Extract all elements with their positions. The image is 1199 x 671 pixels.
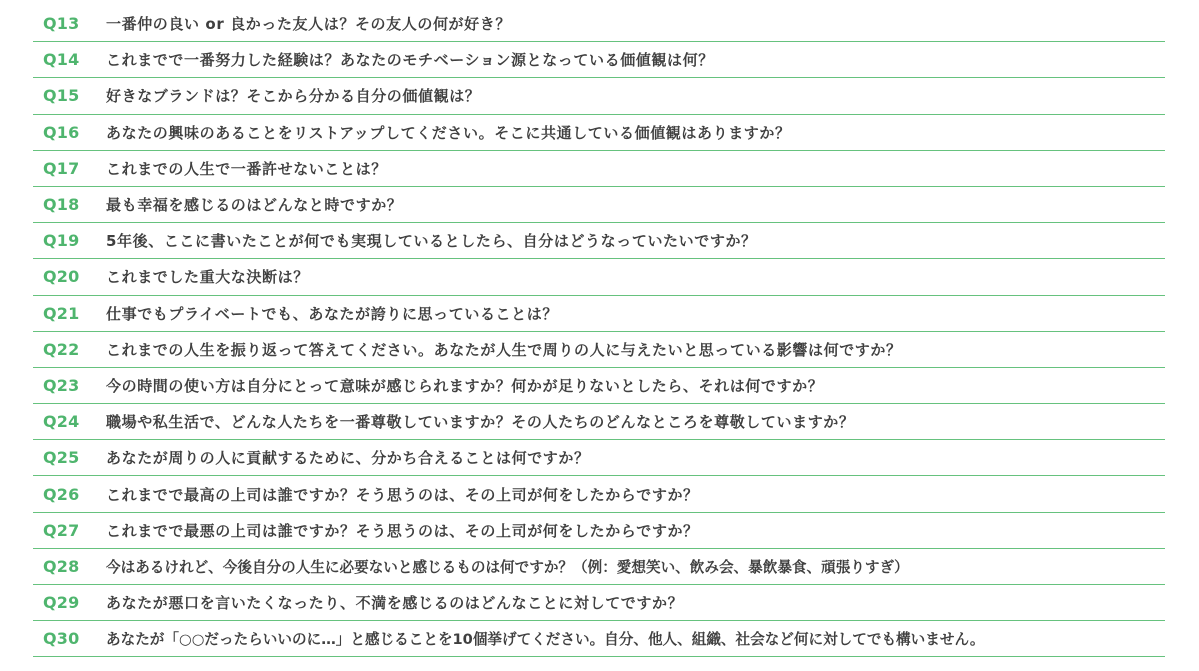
question-number: Q21 [43,303,80,323]
question-text: 今はあるけれど、今後自分の人生に必要ないと感じるものは何ですか？（例：愛想笑い、飲み会、暴飲暴食、頑張りすぎ） [106,558,909,576]
question-text: 最も幸福を感じるのはどんなと時ですか？ [106,196,403,215]
question-text: あなたが「○○だったらいいのに…」と感じることを10個挙げてください。自分、他人、組織、社会など何に対してでも構いません。 [106,631,985,649]
question-text: これまでした重大な決断は？ [106,268,309,287]
question-text: あなたの興味のあることをリストアップしてください。そこに共通している価値観はありますか？ [106,123,791,142]
question-row-q14 [33,42,1165,78]
question-number: Q18 [43,195,80,215]
question-number: Q25 [43,448,80,468]
question-row-q21 [33,296,1165,332]
question-row-q24 [33,404,1165,440]
question-number: Q26 [43,484,80,504]
question-number: Q29 [43,593,80,613]
question-text: 仕事でもプライベートでも、あなたが誇りに思っていることは？ [106,304,558,323]
question-row-q25 [33,440,1165,476]
question-row-q15 [33,78,1165,114]
question-number: Q17 [43,158,80,178]
question-row-q16 [33,115,1165,151]
question-row-q26 [33,476,1165,512]
question-list [33,6,1165,657]
question-number: Q19 [43,231,80,251]
question-text: 好きなブランドは？そこから分かる自分の価値観は？ [106,87,481,106]
question-number: Q13 [43,14,80,34]
question-text: 一番仲の良い or 良かった友人は？その友人の何が好き？ [106,15,511,34]
question-number: Q30 [43,629,80,649]
question-row-q27 [33,513,1165,549]
question-row-q18 [33,187,1165,223]
question-text: これまでで最高の上司は誰ですか？そう思うのは、その上司が何をしたからですか？ [106,485,699,504]
question-row-q17 [33,151,1165,187]
question-number: Q16 [43,122,80,142]
question-number: Q28 [43,556,80,576]
question-text: 今の時間の使い方は自分にとって意味が感じられますか？何かが足りないとしたら、それは何ですか？ [106,376,824,395]
question-row-q23 [33,368,1165,404]
question-row-q29 [33,585,1165,621]
question-text: 5年後、ここに書いたことが何でも実現しているとしたら、自分はどうなっていたいですか？ [106,232,757,251]
question-text: これまでの人生で一番許せないことは？ [106,159,387,178]
question-row-q22 [33,332,1165,368]
question-text: これまでの人生を振り返って答えてください。あなたが人生で周りの人に与えたいと思っている影響は何ですか？ [106,340,902,359]
question-row-q19 [33,223,1165,259]
question-row-q20 [33,259,1165,295]
question-text: あなたが周りの人に貢献するために、分かち合えることは何ですか？ [106,449,590,468]
question-text: これまでで一番努力した経験は？あなたのモチベーション源となっている価値観は何？ [106,51,714,70]
question-number: Q20 [43,267,80,287]
question-number: Q27 [43,520,80,540]
question-row-q28 [33,549,1165,585]
question-row-q30 [33,621,1165,657]
question-text: これまでで最悪の上司は誰ですか？そう思うのは、その上司が何をしたからですか？ [106,521,699,540]
question-number: Q24 [43,412,80,432]
question-number: Q22 [43,339,80,359]
question-text: あなたが悪口を言いたくなったり、不満を感じるのはどんなことに対してですか？ [106,594,684,613]
question-number: Q14 [43,50,80,70]
question-number: Q15 [43,86,80,106]
question-number: Q23 [43,375,80,395]
question-text: 職場や私生活で、どんな人たちを一番尊敬していますか？その人たちのどんなところを尊敬していますか？ [106,413,855,432]
question-row-q13 [33,6,1165,42]
